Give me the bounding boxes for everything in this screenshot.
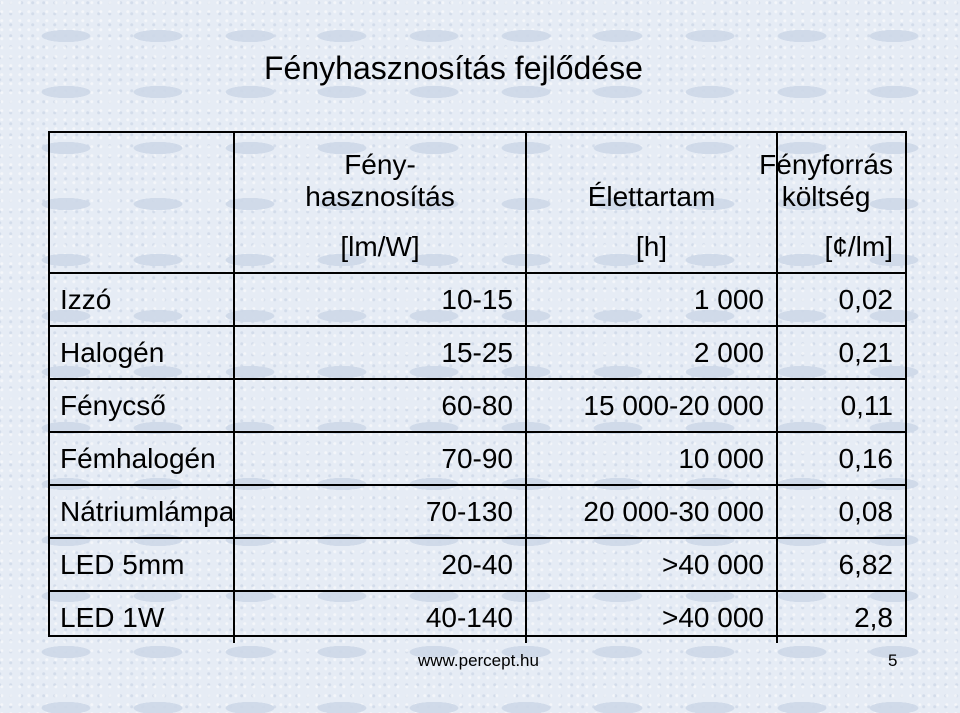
efficacy-value: 40-140: [234, 591, 526, 643]
header-efficacy: [234, 131, 526, 273]
lighting-comparison-table: [48, 131, 907, 643]
cost-value: 0,11: [777, 379, 907, 432]
light-source-name: Fémhalogén: [48, 432, 234, 485]
efficacy-value: 60-80: [234, 379, 526, 432]
header-lifetime-unit: [h]: [635, 230, 668, 262]
slide-title: Fényhasznosítás fejlődése: [264, 50, 643, 86]
light-source-name: Izzó: [48, 273, 234, 326]
cost-value: 2,8: [777, 591, 907, 643]
table-row: [48, 538, 907, 591]
table-row: [48, 485, 907, 538]
table-row: [48, 326, 907, 379]
cost-value: 0,16: [777, 432, 907, 485]
header-cost-line2: költség: [781, 181, 871, 212]
efficacy-value: 20-40: [234, 538, 526, 591]
table-header-row: [48, 131, 907, 273]
cost-value: 6,82: [777, 538, 907, 591]
light-source-name: Fénycső: [48, 379, 234, 432]
table-row: [48, 379, 907, 432]
page-number: 5: [888, 651, 898, 670]
light-source-name: Halogén: [48, 326, 234, 379]
header-cost: [759, 131, 907, 273]
table-row: [48, 432, 907, 485]
light-source-name: LED 5mm: [48, 538, 234, 591]
efficacy-value: 15-25: [234, 326, 526, 379]
header-efficacy-line1: Fény-: [344, 149, 416, 180]
light-source-name: LED 1W: [48, 591, 234, 643]
efficacy-value: 10-15: [234, 273, 526, 326]
header-empty-cell: [48, 131, 234, 273]
footer-url: www.percept.hu: [418, 651, 539, 670]
light-source-name: Nátriumlámpa: [48, 485, 234, 538]
lifetime-value: 2 000: [526, 326, 777, 379]
lifetime-value: 1 000: [526, 273, 777, 326]
lifetime-value: 20 000-30 000: [526, 485, 777, 538]
lifetime-value: 15 000-20 000: [526, 379, 777, 432]
efficacy-value: 70-90: [234, 432, 526, 485]
table-row: [48, 591, 907, 643]
header-efficacy-unit: [lm/W]: [340, 230, 420, 262]
cost-value: 0,08: [777, 485, 907, 538]
efficacy-value: 70-130: [234, 485, 526, 538]
lifetime-value: 10 000: [526, 432, 777, 485]
header-lifetime-label: Élettartam: [587, 181, 716, 212]
header-lifetime: [526, 131, 777, 273]
lifetime-value: >40 000: [526, 591, 777, 643]
header-cost-unit: [¢/lm]: [824, 230, 893, 262]
cost-value: 0,02: [777, 273, 907, 326]
table-row: [48, 273, 907, 326]
cost-value: 0,21: [777, 326, 907, 379]
header-efficacy-line2: hasznosítás: [305, 181, 455, 212]
header-cost-line1: Fényforrás: [759, 149, 893, 180]
lifetime-value: >40 000: [526, 538, 777, 591]
